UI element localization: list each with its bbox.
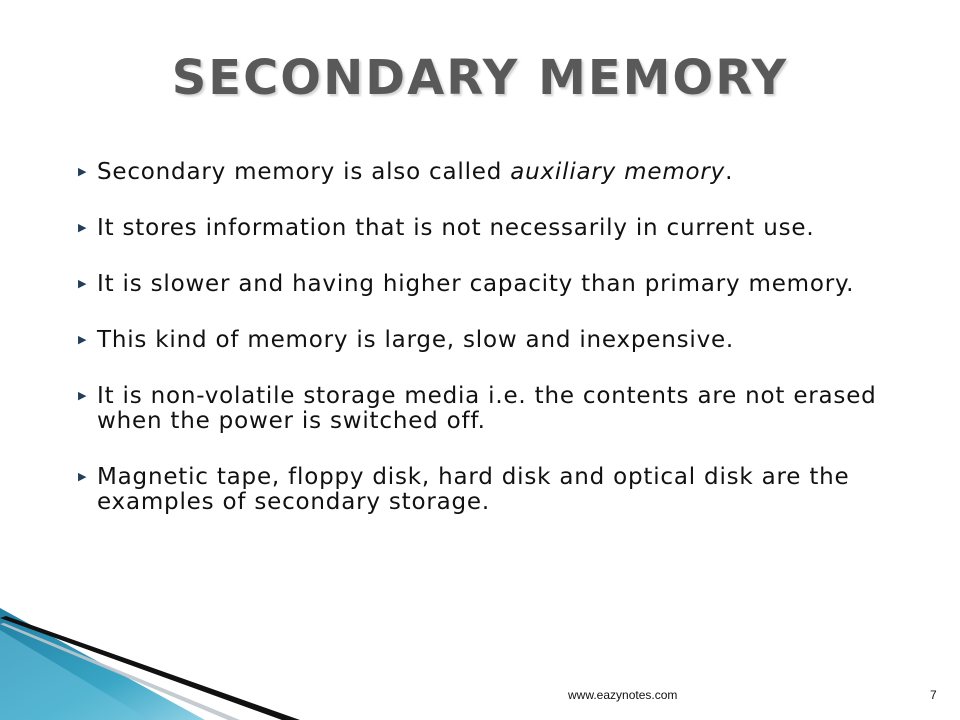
bullet-item (76, 216, 886, 241)
triangle-right-icon: ▶ (78, 165, 88, 178)
triangle-right-icon: ▶ (78, 277, 88, 290)
bullet-text: It is slower and having higher capacity than primary memory. (97, 271, 855, 297)
bullet-text-end: . (725, 159, 734, 185)
triangle-right-icon: ▶ (78, 333, 88, 346)
bullet-item (76, 465, 886, 515)
bullet-text: Magnetic tape, floppy disk, hard disk and optical disk are the examples of secondary storage. (97, 464, 850, 515)
triangle-right-icon: ▶ (78, 470, 88, 483)
triangle-right-icon: ▶ (78, 221, 88, 234)
bullet-text: This kind of memory is large, slow and inexpensive. (97, 327, 735, 353)
bullet-text: It stores information that is not necessarily in current use. (97, 215, 815, 241)
bullet-item (76, 384, 886, 434)
bullet-item (76, 160, 886, 185)
page-number: 7 (930, 688, 937, 702)
footer-url: www.eazynotes.com (568, 688, 678, 702)
corner-decoration (0, 590, 340, 720)
bullet-text: It is non-volatile storage media i.e. the contents are not erased when the power is switched off. (97, 383, 877, 434)
bullet-list (76, 160, 886, 515)
bullet-text: Secondary memory is also called (97, 159, 511, 185)
bullet-italic-term: auxiliary memory (510, 159, 726, 185)
bullet-item (76, 328, 886, 353)
bullet-item (76, 272, 886, 297)
triangle-right-icon: ▶ (78, 389, 88, 402)
slide-title: SECONDARY MEMORY (171, 50, 789, 106)
